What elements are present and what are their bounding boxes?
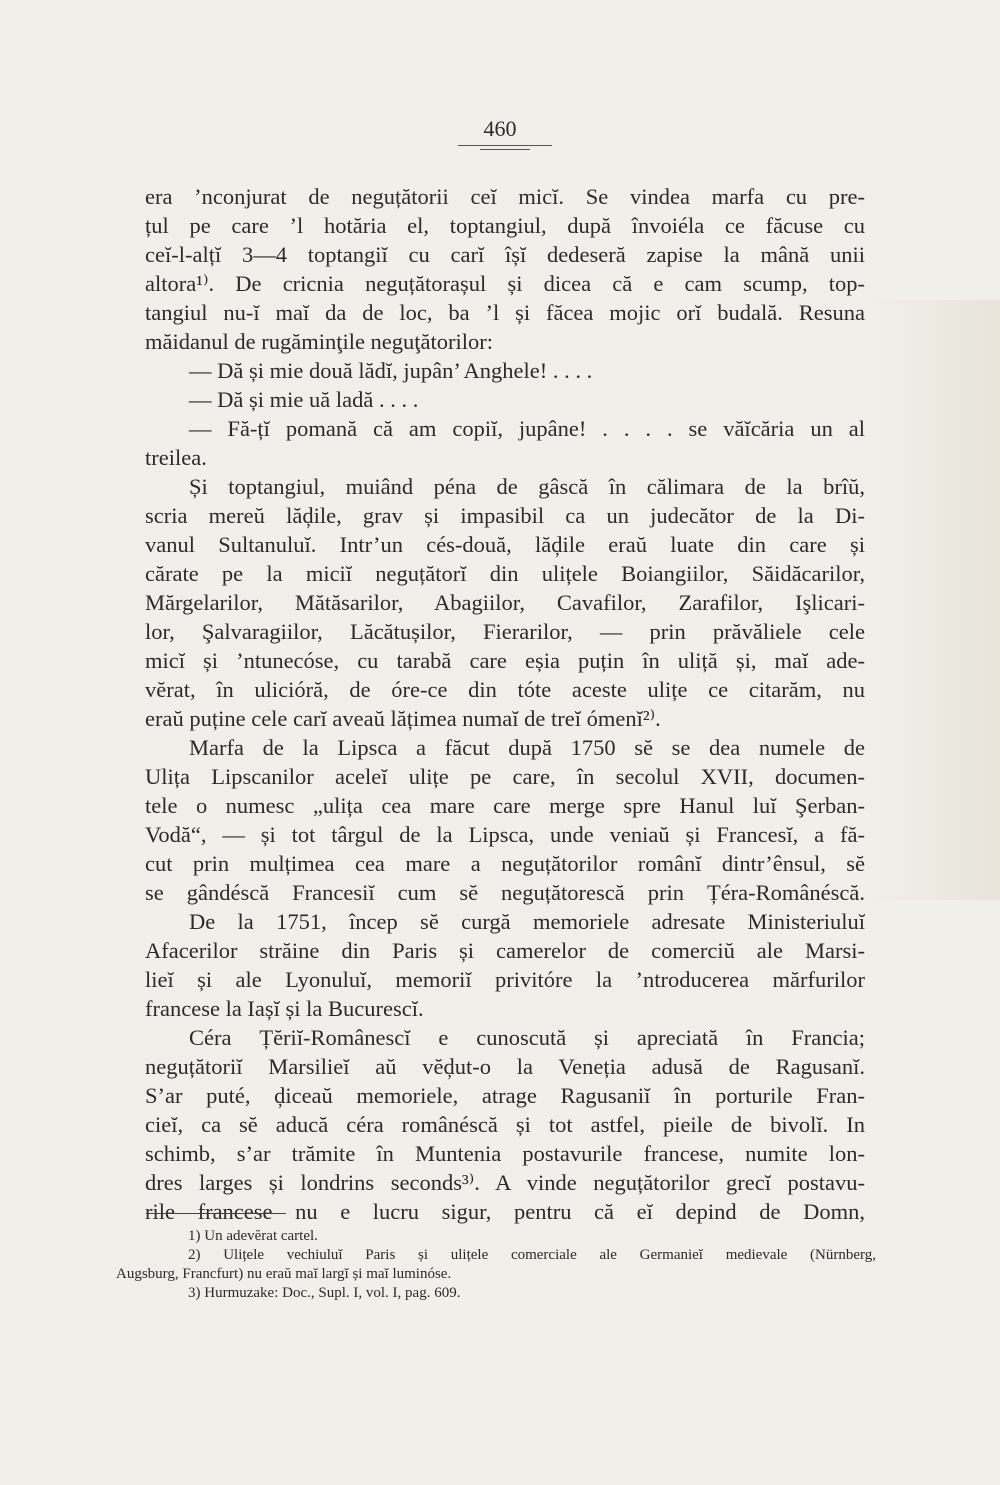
page-number: 460 [483, 116, 517, 141]
body-line: lieĭ și ale Lyonuluĭ, memoriĭ privitóre la ’ntroducerea mărfurilor [145, 967, 865, 992]
body-line: vĕrat, în ulicióră, de óre-ce din tóte aceste ulițe ce citarăm, nu [145, 677, 865, 702]
body-line: dres larges și londrins seconds³⁾. A vinde neguțătorilor grecĭ postavu- [145, 1170, 865, 1195]
body-line: neguțătoriĭ Marsilieĭ aŭ vĕḑut-o la Veneția adusă de Ragusanĭ. [145, 1054, 865, 1079]
body-line: măidanul de rugăminţile neguţătorilor: [145, 329, 494, 354]
body-line: eraŭ puține cele carĭ aveaŭ lățimea numaĭ de treĭ ómenĭ²⁾. [145, 706, 661, 731]
footnotes [116, 1227, 876, 1303]
body-line: cut prin mulțimea cea mare a neguțătorilor românĭ dintr’ênsul, sĕ [145, 851, 865, 876]
body-line: francese la Iașĭ și la Bucurescĭ. [145, 996, 424, 1021]
body-line: rile francese nu e lucru sigur, pentru că eĭ depind de Domn, [145, 1199, 865, 1224]
body-line: S’ar puté, ḑiceaŭ memoriele, atrage Ragusaniĭ în porturile Fran- [145, 1083, 865, 1108]
footnote-line: Augsburg, Francfurt) nu eraŭ maĭ largĭ și maĭ luminóse. [116, 1266, 452, 1282]
body-line: Vodă“, — și tot târgul de la Lipsca, unde veniaŭ și Francesĭ, a fă- [145, 822, 865, 847]
body-line: cărate pe la miciĭ neguțătorĭ din ulițele Boiangiilor, Săidăcarilor, [145, 561, 865, 586]
body-line: schimb, s’ar trămite în Muntenia postavurile francese, numite lon- [145, 1141, 865, 1166]
paper-stain [870, 300, 1000, 900]
footnote-line: 2) Ulițele vechiuluĭ Paris și ulițele comerciale ale Germanieĭ medievale (Nürnberg, [188, 1247, 876, 1263]
body-text [145, 182, 865, 1226]
body-line: — Fă-țĭ pomană că am copiĭ, jupâne! . . . . se văĭcăria un al [189, 416, 865, 441]
body-line: lor, Şalvaragiilor, Lăcătușilor, Fierarilor, — prin prăvăliele cele [145, 619, 865, 644]
body-line: Ulița Lipscanilor aceleĭ ulițe pe care, în secolul XVII, documen- [145, 764, 865, 789]
body-line: Afacerilor străine din Paris și camerelor de comerciŭ ale Marsi- [145, 938, 865, 963]
body-line: se gândéscă Francesiĭ cum sĕ neguțătorescă prin Țéra-Românéscă. [145, 880, 865, 905]
body-line: Marfa de la Lipsca a făcut după 1750 sĕ se dea numele de [189, 735, 865, 760]
footnote-line: 1) Un adevĕrat cartel. [188, 1228, 318, 1244]
body-line: De la 1751, încep sĕ curgă memoriele adresate Ministeriuluĭ [189, 909, 865, 934]
body-line: altora¹⁾. De cricnia neguțătorașul și dicea că e cam scump, top- [145, 271, 865, 296]
body-line: ceĭ-l-alțĭ 3—4 toptangiĭ cu carĭ îșĭ dedeseră zapise la mână unii [145, 242, 865, 267]
body-line: — Dă și mie două lădĭ, jupân’ Anghele! . . . . [189, 358, 593, 383]
body-line: — Dă și mie uă ladă . . . . [189, 387, 419, 412]
body-line: Céra Țĕriĭ-Românescĭ e cunoscută și apreciată în Francia; [189, 1025, 865, 1050]
body-line: Mărgelarilor, Mătăsarilor, Abagiilor, Cavafilor, Zarafilor, Işlicari- [145, 590, 865, 615]
body-line: Și toptangiul, muiând péna de gâscă în călimara de la brîŭ, [189, 474, 865, 499]
header-rule-short [480, 149, 530, 150]
body-line: vanul Sultanuluĭ. Intr’un cés-două, lăḑile eraŭ luate din care și [145, 532, 865, 557]
header-rule [458, 145, 552, 146]
body-line: cieĭ, ca sĕ aducă céra românéscă și tot astfel, pieile de bivolĭ. In [145, 1112, 865, 1137]
footnote-separator [146, 1213, 286, 1214]
body-line: era ’nconjurat de neguțătorii ceĭ micĭ. Se vindea marfa cu pre- [145, 184, 865, 209]
body-line: țul pe care ’l hotăria el, toptangiul, după învoiéla ce făcuse cu [145, 213, 865, 238]
body-line: tangiul nu-ĭ maĭ da de loc, ba ’l și făcea mojic orĭ budală. Resuna [145, 300, 865, 325]
body-line: tele o numesc „ulița cea mare care merge spre Hanul luĭ Şerban- [145, 793, 865, 818]
body-line: treilea. [145, 445, 207, 470]
body-line: scria mereŭ lăḑile, grav și impasibil ca un judecător de la Di- [145, 503, 865, 528]
body-line: micĭ și ’ntunecóse, cu tarabă care eșia puțin în uliță și, maĭ ade- [145, 648, 865, 673]
footnote-line: 3) Hurmuzake: Doc., Supl. I, vol. I, pag. 609. [188, 1285, 461, 1301]
